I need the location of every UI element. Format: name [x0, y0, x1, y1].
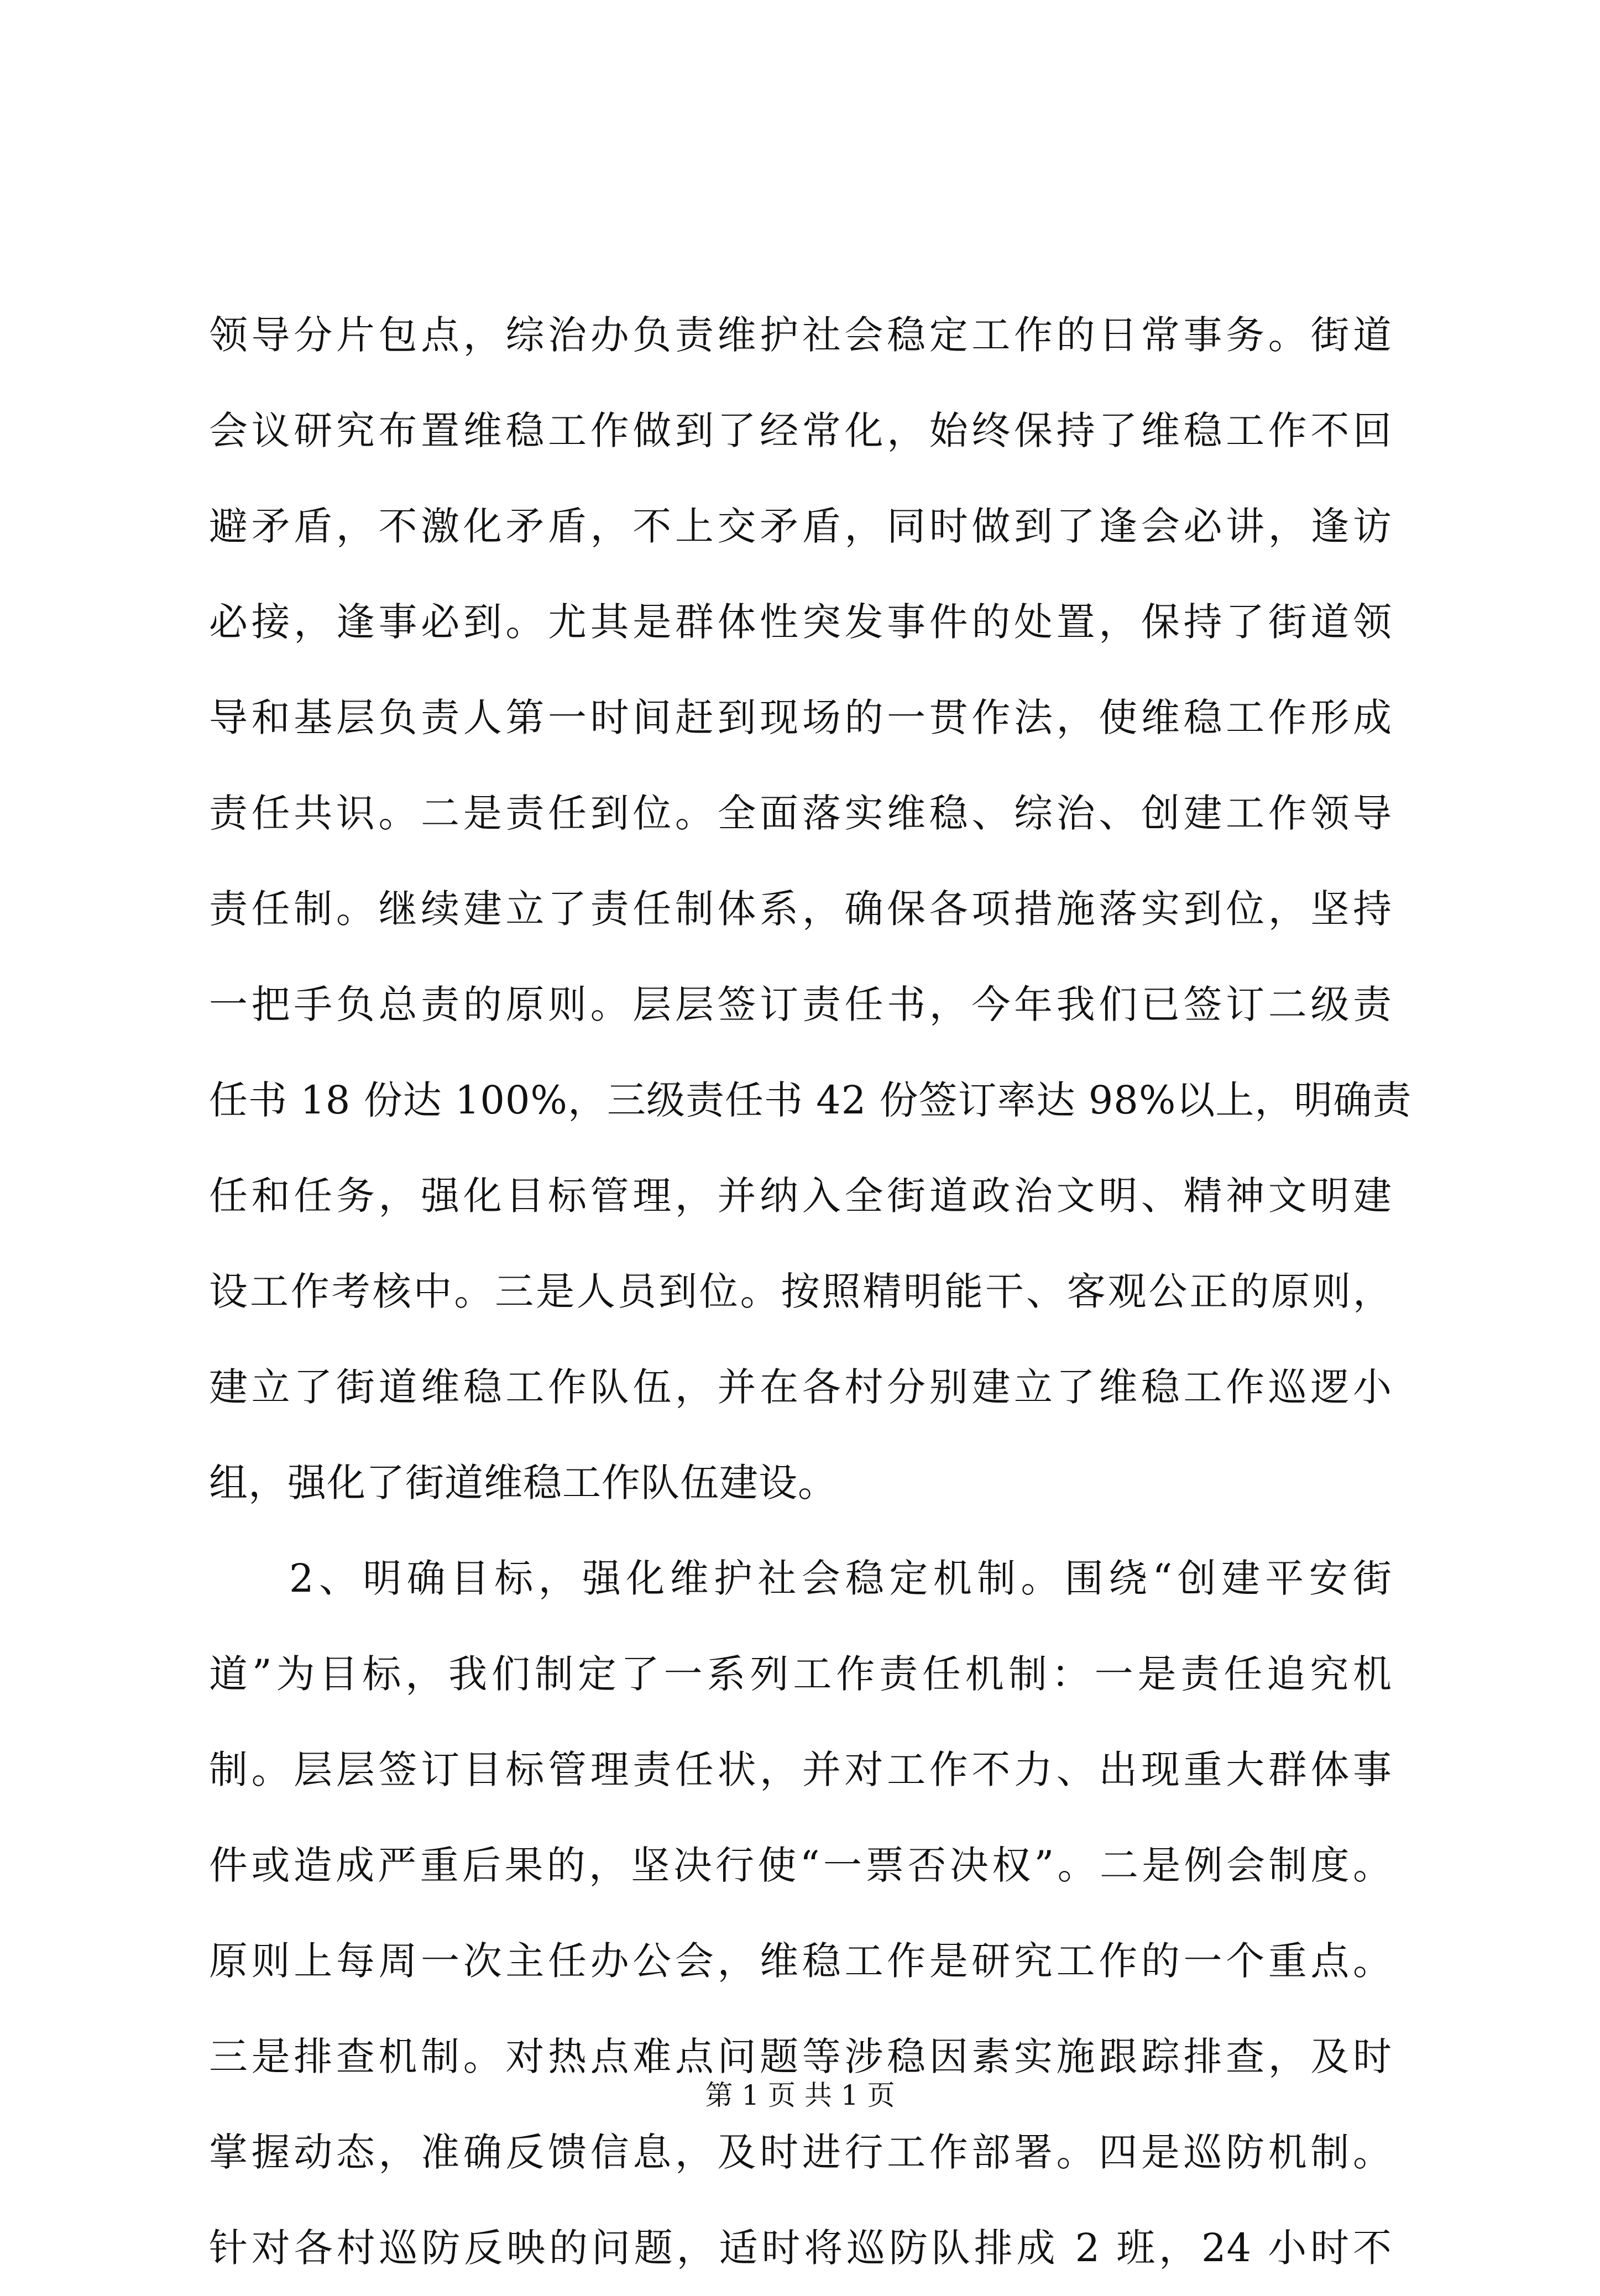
- text-line: 设工作考核中。三是人员到位。按照精明能干、客观公正的原则，: [209, 1269, 1392, 1314]
- text-line: 会议研究布置维稳工作做到了经常化，始终保持了维稳工作不回: [209, 408, 1392, 453]
- paragraph-start-line: 2、明确目标，强化维护社会稳定机制。围绕“创建平安街: [289, 1556, 1392, 1601]
- text-line: 任和任务，强化目标管理，并纳入全街道政治文明、精神文明建: [209, 1173, 1392, 1218]
- text-line: 必接，逢事必到。尤其是群体性突发事件的处置，保持了街道领: [209, 599, 1392, 645]
- text-line: 掌握动态，准确反馈信息，及时进行工作部署。四是巡防机制。: [209, 2130, 1392, 2175]
- document-body: [209, 287, 1412, 2296]
- text-line: 责任共识。二是责任到位。全面落实维稳、综治、创建工作领导: [209, 791, 1392, 836]
- text-line: 组，强化了街道维稳工作队伍建设。: [209, 1460, 837, 1505]
- text-line: 制。层层签订目标管理责任状，并对工作不力、出现重大群体事: [209, 1747, 1392, 1792]
- text-line: 导和基层负责人第一时间赶到现场的一贯作法，使维稳工作形成: [209, 695, 1392, 740]
- text-line: 针对各村巡防反映的问题，适时将巡防队排成 2 班，24 小时不: [209, 2225, 1392, 2271]
- page-number-footer: 第 1 页 共 1 页: [705, 2079, 895, 2111]
- text-line: 一把手负总责的原则。层层签订责任书，今年我们已签订二级责: [209, 982, 1392, 1027]
- text-line: 原则上每周一次主任办公会，维稳工作是研究工作的一个重点。: [209, 1938, 1392, 1984]
- text-line: 建立了街道维稳工作队伍，并在各村分别建立了维稳工作巡逻小: [209, 1364, 1392, 1410]
- text-line: 三是排查机制。对热点难点问题等涉稳因素实施跟踪排查，及时: [209, 2034, 1392, 2079]
- text-line: 道”为目标，我们制定了一系列工作责任机制：一是责任追究机: [209, 1651, 1392, 1697]
- text-line: 领导分片包点，综治办负责维护社会稳定工作的日常事务。街道: [209, 312, 1392, 358]
- text-line: 避矛盾，不激化矛盾，不上交矛盾，同时做到了逢会必讲，逢访: [209, 504, 1392, 549]
- text-line: 任书 18 份达 100%，三级责任书 42 份签订率达 98%以上，明确责: [209, 1078, 1412, 1123]
- text-line: 件或造成严重后果的，坚决行使“一票否决权”。二是例会制度。: [209, 1843, 1392, 1888]
- text-line: 责任制。继续建立了责任制体系，确保各项措施落实到位，坚持: [209, 886, 1392, 932]
